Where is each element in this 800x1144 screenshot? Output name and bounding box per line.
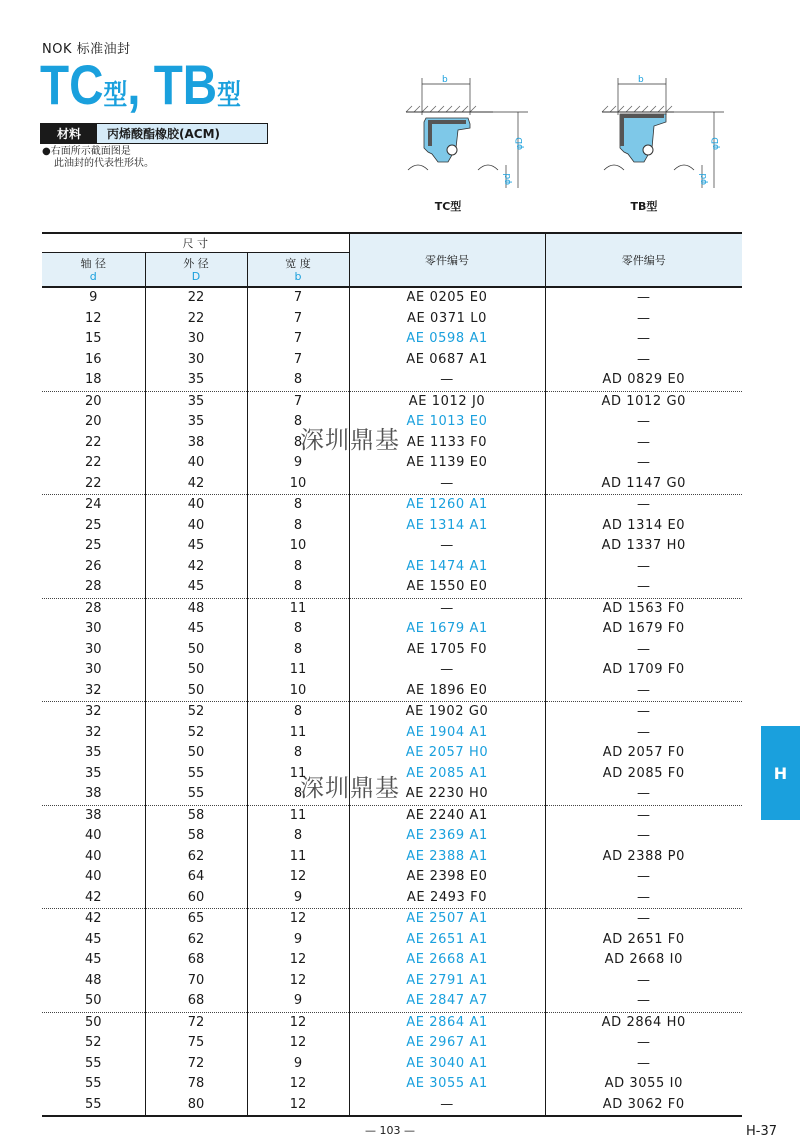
width-cell: 10	[247, 474, 349, 495]
table-row	[42, 474, 742, 495]
tb-part-no-cell: —	[636, 641, 651, 657]
tb-part-no-cell: AD 2651 F0	[602, 931, 685, 947]
tb-part-no-cell: —	[636, 414, 651, 430]
shaft-dia-cell: 48	[42, 971, 145, 992]
outer-dia-cell: 40	[145, 516, 247, 537]
title-type-2: 型	[217, 79, 241, 110]
shaft-dia-symbol: d	[89, 269, 97, 283]
width-cell: 10	[247, 681, 349, 702]
section-tab-h[interactable]: H	[761, 726, 800, 820]
tb-part-no-cell: —	[636, 828, 651, 844]
material-box	[40, 123, 268, 144]
width-cell: 8	[247, 577, 349, 598]
outer-dia-cell: 78	[145, 1074, 247, 1095]
shaft-dia-label: 轴 径	[80, 256, 106, 270]
width-cell: 9	[247, 888, 349, 909]
shaft-dia-cell: 45	[42, 930, 145, 951]
tc-part-no-cell: AE 2668 A1	[349, 950, 545, 971]
outer-dia-cell: 48	[145, 598, 247, 619]
shaft-dia-cell: 28	[42, 577, 145, 598]
outer-dia-cell: 50	[145, 743, 247, 764]
tb-part-no-cell: —	[636, 993, 651, 1009]
parts-table	[42, 232, 742, 1117]
watermark-1: 深圳鼎基	[300, 426, 400, 454]
tc-part-no-cell: AE 2967 A1	[349, 1033, 545, 1054]
tc-part-no-cell: AE 2864 A1	[349, 1012, 545, 1033]
outer-dia-cell: 35	[145, 391, 247, 412]
tc-section-diagram	[398, 70, 558, 220]
page-code: H-37	[746, 1124, 778, 1139]
tc-part-no-cell: —	[349, 598, 545, 619]
tb-part-no-cell: AD 1314 E0	[602, 517, 686, 533]
table-row	[42, 640, 742, 661]
width-cell: 8	[247, 826, 349, 847]
outer-dia-cell: 68	[145, 991, 247, 1012]
shaft-dia-cell: 9	[42, 287, 145, 309]
table-row	[42, 350, 742, 371]
width-cell: 12	[247, 1012, 349, 1033]
shaft-dia-cell: 55	[42, 1095, 145, 1117]
width-cell: 11	[247, 805, 349, 826]
tb-dim-b: b	[638, 75, 644, 85]
table-row	[42, 723, 742, 744]
tb-part-no-cell: —	[636, 1055, 651, 1071]
tb-part-no-cell: —	[545, 702, 742, 723]
width-cell: 8	[247, 370, 349, 391]
tb-diagram-label: TB型	[630, 200, 658, 213]
tc-part-no-cell: AE 1260 A1	[349, 495, 545, 516]
table-row	[42, 847, 742, 868]
tb-part-no-header: 零件编号	[545, 233, 742, 287]
tc-part-no-cell: AE 2398 E0	[349, 867, 545, 888]
table-row	[42, 867, 742, 888]
width-cell: 11	[247, 847, 349, 868]
outer-dia-symbol: D	[191, 269, 201, 283]
table-row	[42, 826, 742, 847]
table-row	[42, 516, 742, 537]
title-tc: TC	[40, 53, 104, 116]
width-cell: 12	[247, 909, 349, 930]
outer-dia-cell: 80	[145, 1095, 247, 1117]
tc-part-no-cell: AE 1550 E0	[349, 577, 545, 598]
outer-dia-cell: 62	[145, 930, 247, 951]
tc-part-no-cell: AE 1902 G0	[349, 702, 545, 723]
tc-part-no-cell: AE 3040 A1	[349, 1054, 545, 1075]
shaft-dia-cell: 40	[42, 826, 145, 847]
table-row	[42, 370, 742, 391]
tb-part-no-cell: AD 2085 F0	[602, 765, 685, 781]
tc-part-no-cell: AE 2369 A1	[349, 826, 545, 847]
tc-part-no-cell: AE 1896 E0	[349, 681, 545, 702]
tc-part-no-cell: AE 2240 A1	[349, 805, 545, 826]
tb-part-no-cell: —	[545, 805, 742, 826]
outer-dia-cell: 50	[145, 640, 247, 661]
table-row	[42, 702, 742, 723]
tc-diagram-label: TC型	[434, 200, 462, 213]
tb-part-no-cell: AD 2668 I0	[604, 952, 683, 968]
tb-part-no-cell: AD 1337 H0	[601, 538, 686, 554]
outer-dia-cell: 52	[145, 702, 247, 723]
tc-part-no-cell: AE 1314 A1	[349, 516, 545, 537]
shaft-dia-cell: 16	[42, 350, 145, 371]
width-cell: 7	[247, 287, 349, 309]
shaft-dia-cell: 25	[42, 516, 145, 537]
tc-part-no-cell: AE 2847 A7	[349, 991, 545, 1012]
tb-part-no-cell: AD 1147 G0	[601, 475, 687, 491]
outer-dia-cell: 50	[145, 660, 247, 681]
outer-dia-cell: 55	[145, 784, 247, 805]
width-cell: 12	[247, 1095, 349, 1117]
tb-part-no-cell: AD 2057 F0	[602, 745, 685, 761]
width-cell: 9	[247, 1054, 349, 1075]
tb-part-no-cell: AD 1709 F0	[602, 662, 685, 678]
note-line-1: ●右面所示截面图是	[42, 146, 131, 157]
shaft-dia-cell: 52	[42, 1033, 145, 1054]
shaft-dia-cell: 30	[42, 619, 145, 640]
title-comma: ,	[127, 53, 141, 116]
tc-part-no-cell: AE 0205 E0	[349, 287, 545, 309]
width-cell: 9	[247, 991, 349, 1012]
outer-dia-cell: 40	[145, 495, 247, 516]
parts-table-body	[42, 287, 742, 1116]
table-row	[42, 930, 742, 951]
shaft-dia-cell: 42	[42, 909, 145, 930]
tc-part-no-cell: AE 0371 L0	[349, 309, 545, 330]
shaft-dia-header	[42, 253, 145, 288]
width-cell: 8	[247, 743, 349, 764]
table-row	[42, 660, 742, 681]
tc-part-no-cell: AE 2388 A1	[349, 847, 545, 868]
tb-part-no-cell: AD 3062 F0	[545, 1095, 742, 1117]
tb-part-no-cell: —	[636, 786, 651, 802]
tc-part-no-cell: AE 2507 A1	[349, 909, 545, 930]
outer-dia-cell: 35	[145, 370, 247, 391]
outer-dia-cell: 72	[145, 1054, 247, 1075]
shaft-dia-cell: 26	[42, 557, 145, 578]
width-cell: 7	[247, 391, 349, 412]
tb-section-diagram	[594, 70, 754, 220]
table-row	[42, 453, 742, 474]
width-cell: 9	[247, 930, 349, 951]
tc-part-no-cell: AE 3055 A1	[349, 1074, 545, 1095]
tb-part-no-cell: AD 2388 P0	[602, 848, 685, 864]
width-cell: 8	[247, 516, 349, 537]
tb-part-no-cell: AD 3055 I0	[604, 1076, 683, 1092]
outer-dia-header	[145, 253, 247, 288]
width-cell: 8	[247, 412, 349, 433]
width-header	[247, 253, 349, 288]
shaft-dia-cell: 15	[42, 329, 145, 350]
tc-dim-D: φD	[515, 137, 525, 150]
outer-dia-cell: 42	[145, 474, 247, 495]
tc-part-no-cell: AE 0687 A1	[349, 350, 545, 371]
tc-part-no-cell: AE 2057 H0	[349, 743, 545, 764]
watermark-2: 深圳鼎基	[300, 774, 400, 802]
outer-dia-cell: 65	[145, 909, 247, 930]
table-row	[42, 495, 742, 516]
tb-section-drawing	[594, 70, 754, 195]
width-cell: 8	[247, 433, 349, 454]
table-row	[42, 950, 742, 971]
tc-part-no-cell: AE 1474 A1	[349, 557, 545, 578]
note	[42, 146, 154, 170]
table-row	[42, 1033, 742, 1054]
shaft-dia-cell: 45	[42, 950, 145, 971]
tc-part-no-cell: AE 2791 A1	[349, 971, 545, 992]
tc-section-drawing	[398, 70, 558, 195]
tc-part-no-cell: —	[349, 1095, 545, 1117]
shaft-dia-cell: 30	[42, 640, 145, 661]
shaft-dia-cell: 50	[42, 991, 145, 1012]
outer-dia-cell: 40	[145, 453, 247, 474]
shaft-dia-cell: 20	[42, 391, 145, 412]
tb-part-no-cell: —	[636, 1035, 651, 1051]
tb-part-no-cell: —	[636, 869, 651, 885]
table-row	[42, 971, 742, 992]
table-row	[42, 287, 742, 309]
width-cell: 11	[247, 598, 349, 619]
tc-part-no-cell: —	[349, 370, 545, 391]
shaft-dia-cell: 55	[42, 1074, 145, 1095]
width-cell: 8	[247, 702, 349, 723]
tb-part-no-cell: —	[636, 579, 651, 595]
shaft-dia-cell: 55	[42, 1054, 145, 1075]
tb-part-no-cell: AD 1563 F0	[545, 598, 742, 619]
width-cell: 12	[247, 1033, 349, 1054]
tc-part-no-cell: AE 0598 A1	[349, 329, 545, 350]
tc-dim-b: b	[442, 75, 448, 85]
tc-part-no-cell: AE 1904 A1	[349, 723, 545, 744]
shaft-dia-cell: 25	[42, 536, 145, 557]
outer-dia-cell: 70	[145, 971, 247, 992]
table-row	[42, 909, 742, 930]
table-row	[42, 805, 742, 826]
shaft-dia-cell: 35	[42, 743, 145, 764]
shaft-dia-cell: 22	[42, 453, 145, 474]
outer-dia-cell: 30	[145, 329, 247, 350]
shaft-dia-cell: 20	[42, 412, 145, 433]
tb-part-no-cell: —	[545, 495, 742, 516]
table-row	[42, 681, 742, 702]
tc-part-no-cell: AE 2085 A1	[349, 764, 545, 785]
width-cell: 8	[247, 619, 349, 640]
tb-part-no-cell: —	[636, 889, 651, 905]
tc-part-no-cell: AE 2230 H0	[349, 784, 545, 805]
tb-part-no-cell: —	[636, 724, 651, 740]
table-row	[42, 619, 742, 640]
outer-dia-cell: 68	[145, 950, 247, 971]
table-row	[42, 391, 742, 412]
tb-part-no-cell: —	[636, 351, 651, 367]
outer-dia-cell: 42	[145, 557, 247, 578]
table-row	[42, 1095, 742, 1117]
outer-dia-cell: 58	[145, 826, 247, 847]
tc-part-no-cell: —	[349, 474, 545, 495]
shaft-dia-cell: 30	[42, 660, 145, 681]
outer-dia-cell: 30	[145, 350, 247, 371]
width-cell: 7	[247, 350, 349, 371]
shaft-dia-cell: 18	[42, 370, 145, 391]
tb-part-no-cell: —	[636, 455, 651, 471]
tb-dim-d: φd	[699, 173, 709, 185]
outer-dia-cell: 45	[145, 577, 247, 598]
shaft-dia-cell: 40	[42, 847, 145, 868]
width-cell: 7	[247, 329, 349, 350]
shaft-dia-cell: 24	[42, 495, 145, 516]
width-label: 宽 度	[285, 256, 311, 270]
table-row	[42, 1074, 742, 1095]
outer-dia-cell: 64	[145, 867, 247, 888]
outer-dia-cell: 22	[145, 287, 247, 309]
outer-dia-cell: 75	[145, 1033, 247, 1054]
shaft-dia-cell: 50	[42, 1012, 145, 1033]
width-cell: 9	[247, 453, 349, 474]
width-cell: 12	[247, 950, 349, 971]
tc-part-no-cell: AE 2651 A1	[349, 930, 545, 951]
outer-dia-cell: 55	[145, 764, 247, 785]
tc-part-no-cell: —	[349, 660, 545, 681]
outer-dia-cell: 62	[145, 847, 247, 868]
size-header: 尺 寸	[42, 233, 349, 253]
shaft-dia-cell: 32	[42, 723, 145, 744]
width-cell: 8	[247, 557, 349, 578]
tb-part-no-cell: —	[636, 682, 651, 698]
page-title	[40, 52, 261, 122]
material-value: 丙烯酸酯橡胶(ACM)	[97, 124, 267, 143]
tc-part-no-header: 零件编号	[349, 233, 545, 287]
tc-dim-d: φd	[503, 173, 513, 185]
tb-part-no-cell: —	[545, 909, 742, 930]
table-row	[42, 1054, 742, 1075]
shaft-dia-cell: 32	[42, 681, 145, 702]
width-cell: 8	[247, 784, 349, 805]
table-row	[42, 329, 742, 350]
shaft-dia-cell: 40	[42, 867, 145, 888]
width-cell: 10	[247, 536, 349, 557]
tc-part-no-cell: —	[349, 536, 545, 557]
shaft-dia-cell: 22	[42, 474, 145, 495]
shaft-dia-cell: 38	[42, 784, 145, 805]
tb-part-no-cell: AD 0829 E0	[602, 372, 686, 388]
tc-part-no-cell: AE 2493 F0	[349, 888, 545, 909]
tc-part-no-cell: AE 1139 E0	[349, 453, 545, 474]
table-row	[42, 557, 742, 578]
tb-part-no-cell: —	[636, 310, 651, 326]
table-row	[42, 743, 742, 764]
shaft-dia-cell: 22	[42, 433, 145, 454]
width-cell: 12	[247, 867, 349, 888]
tb-part-no-cell: —	[636, 434, 651, 450]
title-type-1: 型	[103, 79, 128, 110]
tc-part-no-cell: AE 1133 F0	[349, 433, 545, 454]
page-number: — 103 —	[365, 1124, 415, 1137]
outer-dia-cell: 45	[145, 536, 247, 557]
width-cell: 12	[247, 971, 349, 992]
outer-dia-cell: 58	[145, 805, 247, 826]
width-cell: 11	[247, 723, 349, 744]
width-cell: 8	[247, 495, 349, 516]
brand-label: NOK 标准油封	[42, 42, 131, 57]
width-cell: 8	[247, 640, 349, 661]
shaft-dia-cell: 42	[42, 888, 145, 909]
tb-part-no-cell: AD 2864 H0	[545, 1012, 742, 1033]
outer-dia-cell: 35	[145, 412, 247, 433]
shaft-dia-cell: 38	[42, 805, 145, 826]
table-row	[42, 577, 742, 598]
outer-dia-cell: 50	[145, 681, 247, 702]
note-line-2: 此油封的代表性形状。	[54, 158, 154, 169]
outer-dia-cell: 52	[145, 723, 247, 744]
table-row	[42, 1012, 742, 1033]
tb-part-no-cell: —	[636, 290, 651, 306]
outer-dia-cell: 45	[145, 619, 247, 640]
tc-part-no-cell: AE 1679 A1	[349, 619, 545, 640]
shaft-dia-cell: 35	[42, 764, 145, 785]
table-row	[42, 309, 742, 330]
tb-part-no-cell: —	[636, 558, 651, 574]
width-cell: 7	[247, 309, 349, 330]
tb-part-no-cell: AD 1012 G0	[545, 391, 742, 412]
shaft-dia-cell: 32	[42, 702, 145, 723]
width-cell: 11	[247, 764, 349, 785]
tb-part-no-cell: AD 1679 F0	[602, 621, 685, 637]
width-cell: 12	[247, 1074, 349, 1095]
outer-dia-cell: 60	[145, 888, 247, 909]
tc-part-no-cell: AE 1013 E0	[349, 412, 545, 433]
width-cell: 11	[247, 660, 349, 681]
table-row	[42, 888, 742, 909]
tc-part-no-cell: AE 1705 F0	[349, 640, 545, 661]
outer-dia-cell: 22	[145, 309, 247, 330]
outer-dia-cell: 72	[145, 1012, 247, 1033]
width-symbol: b	[294, 269, 302, 283]
table-row	[42, 536, 742, 557]
shaft-dia-cell: 12	[42, 309, 145, 330]
outer-dia-cell: 38	[145, 433, 247, 454]
table-row	[42, 598, 742, 619]
material-label: 材料	[41, 124, 97, 143]
shaft-dia-cell: 28	[42, 598, 145, 619]
title-tb: TB	[153, 53, 218, 116]
outer-dia-label: 外 径	[183, 256, 209, 270]
tb-dim-D: φD	[711, 137, 721, 150]
tb-part-no-cell: —	[636, 972, 651, 988]
table-row	[42, 991, 742, 1012]
tb-part-no-cell: —	[636, 331, 651, 347]
tc-part-no-cell: AE 1012 J0	[349, 391, 545, 412]
